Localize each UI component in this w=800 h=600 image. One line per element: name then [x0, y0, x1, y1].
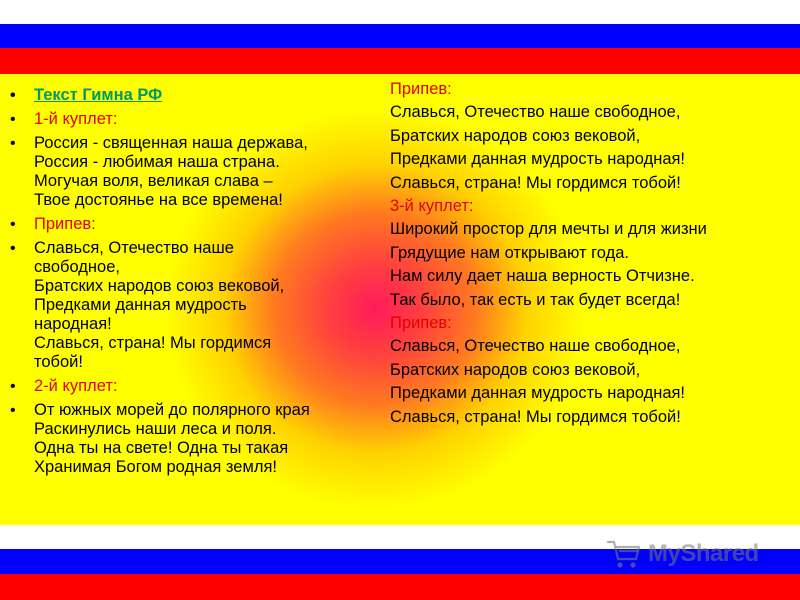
watermark-text: MyShared: [648, 540, 759, 567]
verse-line: Твое достоянье на все времена!: [34, 191, 283, 209]
chorus-line: • Славься, Отечество наше: [34, 239, 234, 257]
chorus-line: Братских народов союз вековой,: [390, 126, 641, 145]
verse1-text: [10, 134, 375, 210]
flag-stripe-red-top: [0, 48, 800, 74]
verse-line: Нам силу дает наша верность Отчизне.: [390, 267, 695, 286]
chorus-line: свободное,: [34, 258, 120, 276]
verse1-label: • 1-й куплет:: [34, 110, 118, 128]
verse-line: Грядущие нам открывают года.: [390, 243, 629, 262]
chorus-text: [10, 239, 375, 372]
verse2-text: [10, 401, 375, 477]
flag-stripe-white-top: [0, 0, 800, 24]
verse-line: Раскинулись наши леса и поля.: [34, 420, 277, 438]
chorus-line: Предками данная мудрость народная!: [390, 384, 686, 403]
flag-stripe-blue-top: [0, 24, 800, 48]
verse2-label: • 2-й куплет:: [34, 377, 118, 395]
verse-line: Хранимая Богом родная земля!: [34, 458, 277, 476]
left-text-column: [10, 86, 375, 482]
anthem-bullet-list: [10, 86, 375, 477]
chorus-line: народная!: [34, 315, 112, 333]
verse-line: Широкий простор для мечты и для жизни: [390, 220, 707, 239]
chorus-line: тобой!: [34, 353, 83, 371]
chorus-line: Славься, Отечество наше свободное,: [390, 103, 681, 122]
anthem-title[interactable]: • Текст Гимна РФ: [34, 86, 163, 104]
chorus-line: Братских народов союз вековой,: [34, 277, 285, 295]
flag-stripe-red-bottom: [0, 574, 800, 600]
chorus-line: Славься, страна! Мы гордимся тобой!: [390, 407, 681, 426]
verse2-heading: [10, 377, 375, 396]
chorus-heading: Припев:: [390, 80, 452, 98]
myshared-watermark: [606, 536, 759, 572]
cart-icon: [606, 537, 642, 571]
verse-line: • Россия - священная наша держава,: [34, 134, 308, 152]
verse1-heading: [10, 110, 375, 129]
chorus-line: Славься, Отечество наше свободное,: [390, 337, 681, 356]
chorus2-heading: Припев:: [390, 314, 452, 333]
chorus-line: Предками данная мудрость: [34, 296, 247, 314]
verse-line: Россия - любимая наша страна.: [34, 153, 280, 171]
chorus-line: Предками данная мудрость народная!: [390, 150, 686, 169]
chorus-line: Славься, страна! Мы гордимся: [34, 334, 272, 352]
verse3-heading: 3-й куплет:: [390, 197, 474, 216]
verse-line: Так было, так есть и так будет всегда!: [390, 290, 681, 309]
chorus-line: Братских народов союз вековой,: [390, 360, 641, 379]
anthem-title-link[interactable]: [10, 86, 375, 105]
chorus-label: • Припев:: [34, 215, 96, 233]
chorus-heading: [10, 215, 375, 234]
verse-line: Одна ты на свете! Одна ты такая: [34, 439, 289, 457]
right-text-column: [390, 78, 790, 429]
verse-line: Могучая воля, великая слава –: [34, 172, 273, 190]
verse-line: • От южных морей до полярного края: [34, 401, 310, 419]
chorus-line: Славься, страна! Мы гордимся тобой!: [390, 173, 681, 192]
